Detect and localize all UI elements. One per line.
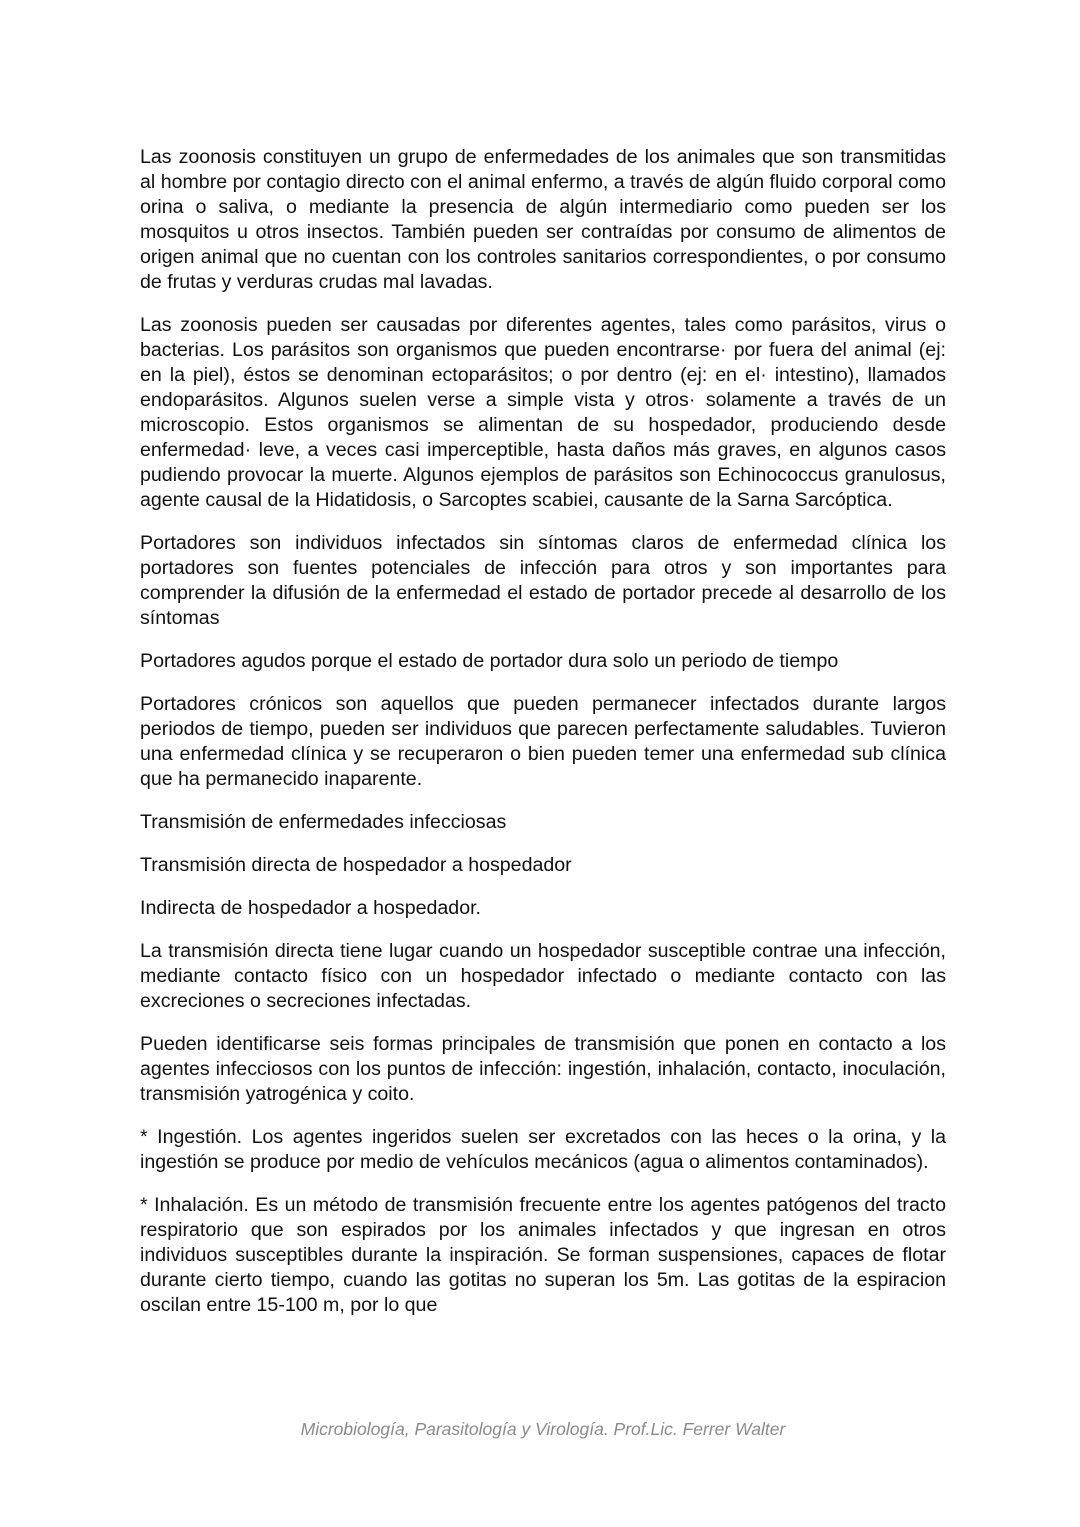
paragraph-portadores: Portadores son individuos infectados sin síntomas claros de enfermedad clínica los portadores son fuentes potenciales de infección para otros y son importantes para comprender la difusión de la enfermedad el estado de portador precede al desarrollo de los síntomas xyxy=(140,532,946,629)
page-footer: Microbiología, Parasitología y Virología. Prof.Lic. Ferrer Walter xyxy=(300,1419,786,1439)
paragraph-portadores-agudos: Portadores agudos porque el estado de portador dura solo un periodo de tiempo xyxy=(140,650,839,672)
paragraph-zoonosis-definition: Las zoonosis constituyen un grupo de enfermedades de los animales que son transmitidas al hombre por contagio directo con el animal enfermo, a través de algún fluido corporal como orina o saliva, o mediante la presencia de algún intermediario como pueden ser los mosquitos u otros insectos. También pueden ser contraídas por consumo de alimentos de origen animal que no cuentan con los controles sanitarios correspondientes, o por consumo de frutas y verduras crudas mal lavadas. xyxy=(140,146,946,293)
paragraph-formas-transmision: Pueden identificarse seis formas principales de transmisión que ponen en contacto a los agentes infecciosos con los puntos de infección: ingestión, inhalación, contacto, inoculación, transmisión yatrogénica y coito. xyxy=(140,1033,946,1105)
paragraph-zoonosis-agents: Las zoonosis pueden ser causadas por diferentes agentes, tales como parásitos, virus o bacterias. Los parásitos son organismos que pueden encontrarse· por fuera del animal (ej: en la piel), éstos se denominan ectoparásitos; o por dentro (ej: en el· intestino), llamados endoparásitos. Algunos suelen verse a simple vista y otros· solamente a través de un microscopio. Estos organismos se alimentan de su hospedador, produciendo desde enfermedad· leve, a veces casi imperceptible, hasta daños más graves, en algunos casos pudiendo provocar la muerte. Algunos ejemplos de parásitos son Echinococcus granulosus, agente causal de la Hidatidosis, o Sarcoptes scabiei, causante de la Sarna Sarcóptica. xyxy=(140,314,946,511)
paragraph-transmision-directa: Transmisión directa de hospedador a hospedador xyxy=(140,854,572,876)
paragraph-ingestion: * Ingestión. Los agentes ingeridos suelen ser excretados con las heces o la orina, y la ingestión se produce por medio de vehículos mecánicos (agua o alimentos contaminados). xyxy=(140,1126,946,1173)
paragraph-portadores-cronicos: Portadores crónicos son aquellos que pueden permanecer infectados durante largos periodos de tiempo, pueden ser individuos que parecen perfectamente saludables. Tuvieron una enfermedad clínica y se recuperaron o bien pueden temer una enfermedad sub clínica que ha permanecido inaparente. xyxy=(140,693,946,790)
paragraph-transmision-directa-detalle: La transmisión directa tiene lugar cuando un hospedador susceptible contrae una infección, mediante contacto físico con un hospedador infectado o mediante contacto con las excreciones o secreciones infectadas. xyxy=(140,940,946,1012)
paragraph-transmision-indirecta: Indirecta de hospedador a hospedador. xyxy=(140,897,481,919)
paragraph-inhalacion: * Inhalación. Es un método de transmisión frecuente entre los agentes patógenos del tracto respiratorio que son espirados por los animales infectados y que ingresan en otros individuos susceptibles durante la inspiración. Se forman suspensiones, capaces de flotar durante cierto tiempo, cuando las gotitas no superan los 5m. Las gotitas de la espiracion oscilan entre 15-100 m, por lo que xyxy=(140,1194,946,1316)
heading-transmision: Transmisión de enfermedades infecciosas xyxy=(140,811,507,833)
document-body xyxy=(140,145,946,1336)
